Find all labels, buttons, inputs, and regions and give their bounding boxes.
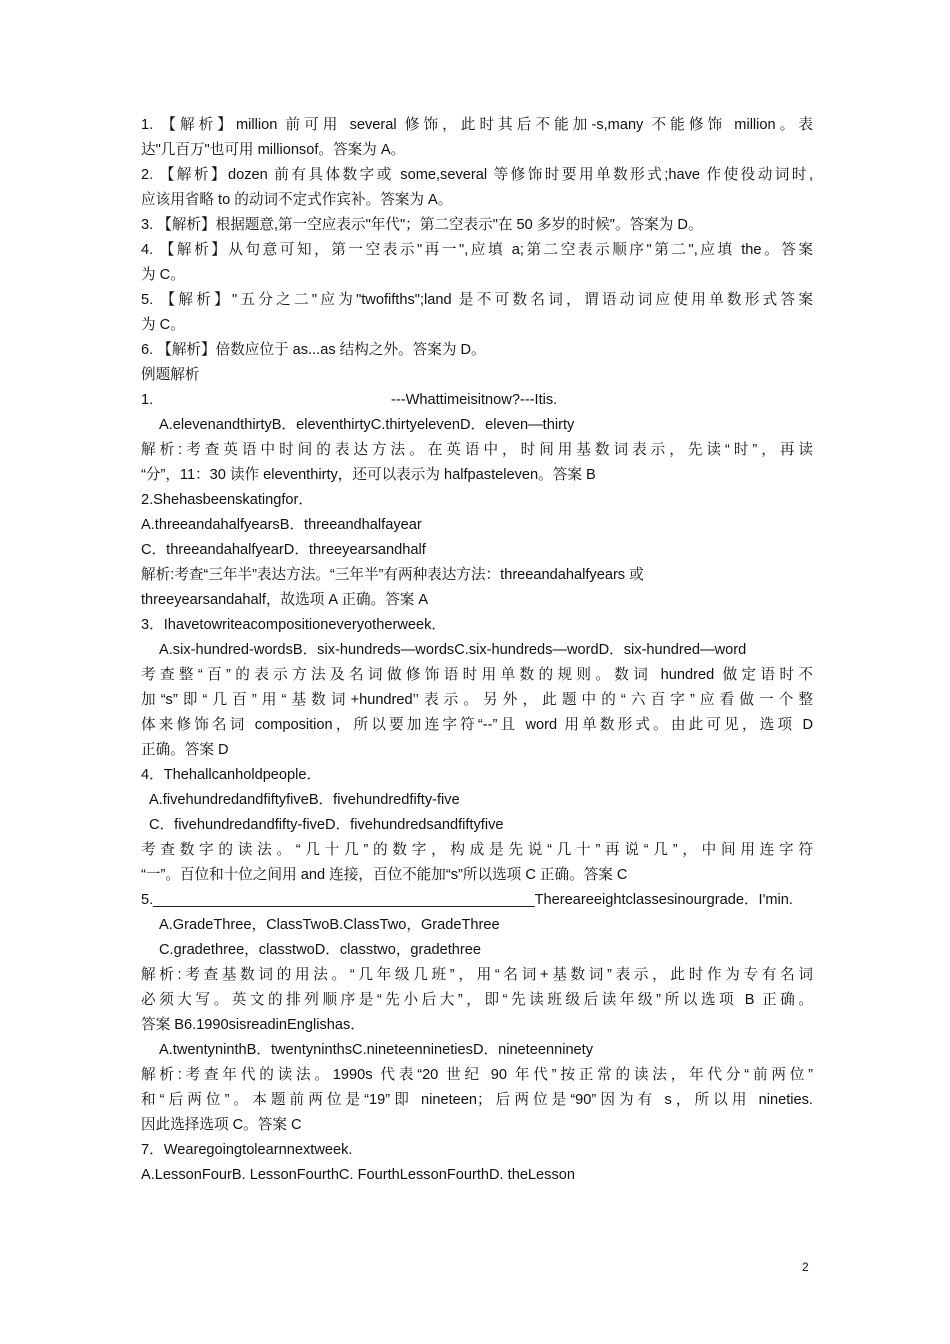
text-line: 6. 【解析】倍数应位于 as...as 结构之外。答案为 D。 xyxy=(141,342,486,358)
text-line: 5. 【解析】"五分之二"应为"twofifths";land 是不可数名词，谓语动词应使用单数形式答案 xyxy=(141,292,813,308)
text-line: 加“s”即“几百”用“基数词+hundred’’表示。另外，此题中的“六百字”应看做一个整 xyxy=(141,692,813,708)
text-line: 和“后两位”。本题前两位是“19”即 nineteen；后两位是“90”因为有 s，所以用 nineties. xyxy=(141,1092,813,1108)
text-line: 解析:考查“三年半”表达方法。“三年半”有两种表达方法：threeandahalfyears 或 xyxy=(141,567,644,583)
question-line: 2.Shehasbeenskatingfor． xyxy=(141,492,313,508)
text-line: 必须大写。英文的排列顺序是“先小后大”，即“先读班级后读年级”所以选项 B 正确。 xyxy=(141,992,813,1008)
text-line: 应该用省略 to 的动词不定式作宾补。答案为 A。 xyxy=(141,192,453,208)
text-line: 答案 B6.1990sisreadinEnglishas． xyxy=(141,1017,365,1033)
text-line: 为 C。 xyxy=(141,267,185,283)
text-line: “一”。百位和十位之间用 and 连接，百位不能加“s”所以选项 C 正确。答案 C xyxy=(141,867,628,883)
option-line: A.six-hundred-wordsB．six-hundreds—wordsC.six-hundreds—wordD．six-hundred—word xyxy=(159,642,747,658)
text-line: threeyearsandahalf，故选项 A 正确。答案 A xyxy=(141,592,429,608)
question-line: 3．Ihavetowriteacompositioneveryotherweek． xyxy=(141,617,446,633)
question-center-text: ---Whattimeisitnow?---Itis. xyxy=(391,392,558,408)
question-line: 5._______________________________________________Thereareeightclassesinourgrade．I'min. xyxy=(141,892,793,908)
text-line: 3. 【解析】根据题意,第一空应表示"年代"；第二空表示"在 50 多岁的时候"。答案为 D。 xyxy=(141,217,703,233)
text-line: 1. 【解析】million 前可用 several 修饰，此时其后不能加-s,many 不能修饰 million。表 xyxy=(141,117,813,133)
text-line: 考查数字的读法。“几十几”的数字，构成是先说“几十”再说“几”，中间用连字符 xyxy=(141,842,813,858)
text-line: 为 C。 xyxy=(141,317,185,333)
option-line: A.elevenandthirtyB．eleventhirtyC.thirtyelevenD．eleven—thirty xyxy=(159,417,575,433)
section-heading: 例题解析 xyxy=(141,367,200,383)
page-number: 2 xyxy=(802,1260,809,1274)
option-line: A.threeandahalfyearsB．threeandhalfayear xyxy=(141,517,422,533)
text-line: 解析:考查年代的读法。1990s 代表“20 世纪 90 年代”按正常的读法，年代分“前两位” xyxy=(141,1067,813,1083)
text-line: 体来修饰名词 composition，所以要加连字符“--”且 word 用单数形式。由此可见，选项 D xyxy=(141,717,813,733)
option-line: C.gradethree，classtwoD．classtwo，gradethree xyxy=(159,942,482,958)
option-line: C．fivehundredandfifty-fiveD．fivehundredsandfiftyfive xyxy=(149,817,504,833)
text-line: 2. 【解析】dozen 前有具体数字或 some,several 等修饰时要用单数形式;have 作使役动词时, xyxy=(141,167,813,183)
question-number: 1. xyxy=(141,392,154,408)
document-body xyxy=(141,113,813,1188)
text-line: 解析:考查英语中时间的表达方法。在英语中，时间用基数词表示，先读“时”，再读 xyxy=(141,442,813,458)
question-line: 7．Wearegoingtolearnnextweek. xyxy=(141,1142,353,1158)
text-line: 正确。答案 D xyxy=(141,742,229,758)
text-line: 因此选择选项 C。答案 C xyxy=(141,1117,302,1133)
question-line: 4．Thehallcanholdpeople． xyxy=(141,767,322,783)
option-line: C．threeandahalfyearD．threeyearsandhalf xyxy=(141,542,426,558)
text-line: “分”，11：30 读作 eleventhirty，还可以表示为 halfpasteleven。答案 B xyxy=(141,467,596,483)
text-line: 达"几百万"也可用 millionsof。答案为 A。 xyxy=(141,142,406,158)
text-line: 考查整“百”的表示方法及名词做修饰语时用单数的规则。数词 hundred 做定语时不 xyxy=(141,667,813,683)
option-line: A.LessonFourB. LessonFourthC. FourthLessonFourthD. theLesson xyxy=(141,1167,575,1183)
option-line: A.fivehundredandfiftyfiveB．fivehundredfifty-five xyxy=(149,792,460,808)
option-line: A.twentyninthB．twentyninthsC.nineteenninetiesD．nineteenninety xyxy=(159,1042,594,1058)
text-line: 4. 【解析】从句意可知，第一空表示"再一",应填 a;第二空表示顺序"第二",应填 the。答案 xyxy=(141,242,813,258)
question-number-line xyxy=(141,388,813,413)
option-line: A.GradeThree，ClassTwoB.ClassTwo，GradeThree xyxy=(159,917,500,933)
text-line: 解析:考查基数词的用法。“几年级几班”，用“名词+基数词”表示，此时作为专有名词 xyxy=(141,967,813,983)
